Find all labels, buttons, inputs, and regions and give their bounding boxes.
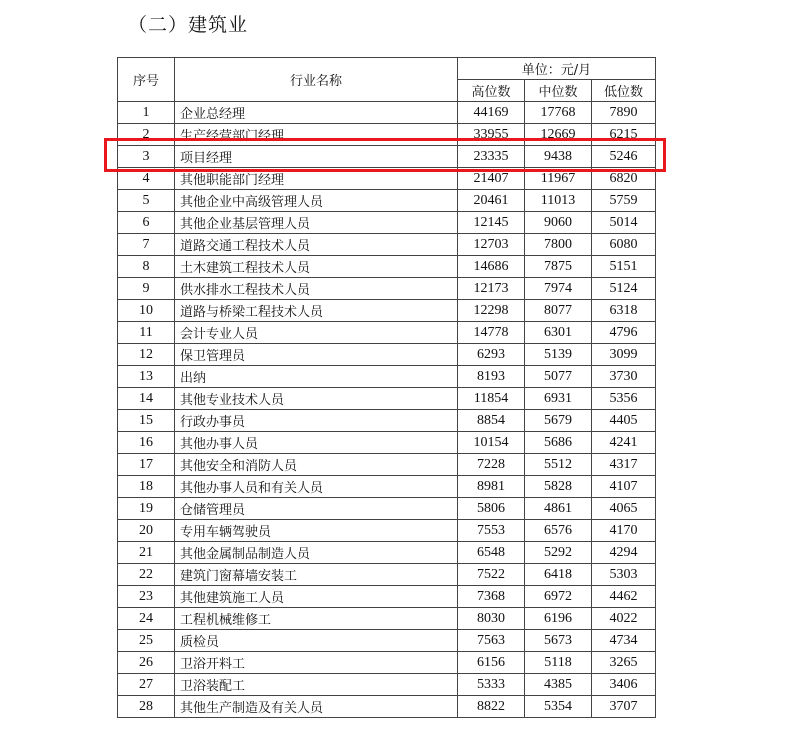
seq-cell: 27 xyxy=(118,674,175,696)
name-cell: 质检员 xyxy=(175,630,458,652)
table-row xyxy=(118,102,656,124)
seq-cell: 2 xyxy=(118,124,175,146)
high-cell: 8854 xyxy=(458,410,525,432)
name-cell: 会计专业人员 xyxy=(175,322,458,344)
seq-cell: 20 xyxy=(118,520,175,542)
low-cell: 3730 xyxy=(592,366,656,388)
table-row xyxy=(118,234,656,256)
seq-cell: 1 xyxy=(118,102,175,124)
name-cell: 其他企业中高级管理人员 xyxy=(175,190,458,212)
high-cell: 5806 xyxy=(458,498,525,520)
low-cell: 4170 xyxy=(592,520,656,542)
mid-cell: 5354 xyxy=(525,696,592,718)
seq-cell: 8 xyxy=(118,256,175,278)
name-cell: 其他安全和消防人员 xyxy=(175,454,458,476)
high-cell: 23335 xyxy=(458,146,525,168)
high-cell: 20461 xyxy=(458,190,525,212)
mid-cell: 7875 xyxy=(525,256,592,278)
mid-cell: 8077 xyxy=(525,300,592,322)
mid-cell: 7974 xyxy=(525,278,592,300)
mid-cell: 6301 xyxy=(525,322,592,344)
table-row xyxy=(118,476,656,498)
header-high: 高位数 xyxy=(458,80,525,102)
high-cell: 10154 xyxy=(458,432,525,454)
high-cell: 7228 xyxy=(458,454,525,476)
mid-cell: 4861 xyxy=(525,498,592,520)
seq-cell: 5 xyxy=(118,190,175,212)
low-cell: 7890 xyxy=(592,102,656,124)
high-cell: 6156 xyxy=(458,652,525,674)
low-cell: 5014 xyxy=(592,212,656,234)
low-cell: 4462 xyxy=(592,586,656,608)
high-cell: 7522 xyxy=(458,564,525,586)
seq-cell: 17 xyxy=(118,454,175,476)
high-cell: 11854 xyxy=(458,388,525,410)
name-cell: 保卫管理员 xyxy=(175,344,458,366)
table-row xyxy=(118,498,656,520)
mid-cell: 9438 xyxy=(525,146,592,168)
low-cell: 4317 xyxy=(592,454,656,476)
seq-cell: 3 xyxy=(118,146,175,168)
mid-cell: 5686 xyxy=(525,432,592,454)
mid-cell: 9060 xyxy=(525,212,592,234)
mid-cell: 11967 xyxy=(525,168,592,190)
seq-cell: 12 xyxy=(118,344,175,366)
table-row xyxy=(118,674,656,696)
name-cell: 其他企业基层管理人员 xyxy=(175,212,458,234)
name-cell: 其他专业技术人员 xyxy=(175,388,458,410)
mid-cell: 6972 xyxy=(525,586,592,608)
table-row xyxy=(118,696,656,718)
mid-cell: 4385 xyxy=(525,674,592,696)
header-seq: 序号 xyxy=(118,58,175,102)
table-row xyxy=(118,388,656,410)
mid-cell: 6196 xyxy=(525,608,592,630)
table-row xyxy=(118,366,656,388)
table-row xyxy=(118,190,656,212)
seq-cell: 6 xyxy=(118,212,175,234)
seq-cell: 9 xyxy=(118,278,175,300)
low-cell: 4294 xyxy=(592,542,656,564)
high-cell: 6293 xyxy=(458,344,525,366)
table-row xyxy=(118,278,656,300)
mid-cell: 5139 xyxy=(525,344,592,366)
low-cell: 3707 xyxy=(592,696,656,718)
high-cell: 8030 xyxy=(458,608,525,630)
seq-cell: 16 xyxy=(118,432,175,454)
mid-cell: 5292 xyxy=(525,542,592,564)
high-cell: 33955 xyxy=(458,124,525,146)
seq-cell: 7 xyxy=(118,234,175,256)
seq-cell: 18 xyxy=(118,476,175,498)
table-row xyxy=(118,652,656,674)
name-cell: 建筑门窗幕墙安装工 xyxy=(175,564,458,586)
name-cell: 出纳 xyxy=(175,366,458,388)
seq-cell: 13 xyxy=(118,366,175,388)
name-cell: 仓储管理员 xyxy=(175,498,458,520)
table-row xyxy=(118,586,656,608)
name-cell: 道路与桥梁工程技术人员 xyxy=(175,300,458,322)
name-cell: 其他职能部门经理 xyxy=(175,168,458,190)
header-low: 低位数 xyxy=(592,80,656,102)
name-cell: 工程机械维修工 xyxy=(175,608,458,630)
seq-cell: 10 xyxy=(118,300,175,322)
table-row xyxy=(118,432,656,454)
mid-cell: 5828 xyxy=(525,476,592,498)
mid-cell: 12669 xyxy=(525,124,592,146)
mid-cell: 17768 xyxy=(525,102,592,124)
name-cell: 其他办事人员 xyxy=(175,432,458,454)
high-cell: 12298 xyxy=(458,300,525,322)
mid-cell: 11013 xyxy=(525,190,592,212)
low-cell: 4405 xyxy=(592,410,656,432)
high-cell: 21407 xyxy=(458,168,525,190)
mid-cell: 5679 xyxy=(525,410,592,432)
low-cell: 5151 xyxy=(592,256,656,278)
table-row xyxy=(118,256,656,278)
seq-cell: 15 xyxy=(118,410,175,432)
seq-cell: 14 xyxy=(118,388,175,410)
low-cell: 5246 xyxy=(592,146,656,168)
high-cell: 7368 xyxy=(458,586,525,608)
name-cell: 其他金属制品制造人员 xyxy=(175,542,458,564)
low-cell: 4241 xyxy=(592,432,656,454)
mid-cell: 5673 xyxy=(525,630,592,652)
low-cell: 4734 xyxy=(592,630,656,652)
seq-cell: 26 xyxy=(118,652,175,674)
table-row xyxy=(118,520,656,542)
name-cell: 行政办事员 xyxy=(175,410,458,432)
table-row xyxy=(118,146,656,168)
name-cell: 其他办事人员和有关人员 xyxy=(175,476,458,498)
header-industry: 行业名称 xyxy=(175,58,458,102)
name-cell: 土木建筑工程技术人员 xyxy=(175,256,458,278)
high-cell: 14778 xyxy=(458,322,525,344)
table-row xyxy=(118,124,656,146)
seq-cell: 4 xyxy=(118,168,175,190)
low-cell: 6820 xyxy=(592,168,656,190)
name-cell: 供水排水工程技术人员 xyxy=(175,278,458,300)
seq-cell: 28 xyxy=(118,696,175,718)
name-cell: 卫浴开料工 xyxy=(175,652,458,674)
seq-cell: 25 xyxy=(118,630,175,652)
table-row xyxy=(118,212,656,234)
table-row xyxy=(118,344,656,366)
name-cell: 项目经理 xyxy=(175,146,458,168)
seq-cell: 21 xyxy=(118,542,175,564)
low-cell: 4065 xyxy=(592,498,656,520)
low-cell: 5356 xyxy=(592,388,656,410)
low-cell: 5759 xyxy=(592,190,656,212)
mid-cell: 5118 xyxy=(525,652,592,674)
high-cell: 5333 xyxy=(458,674,525,696)
name-cell: 道路交通工程技术人员 xyxy=(175,234,458,256)
table-row xyxy=(118,542,656,564)
header-unit: 单位：元/月 xyxy=(458,58,656,80)
high-cell: 8193 xyxy=(458,366,525,388)
low-cell: 5124 xyxy=(592,278,656,300)
section-title: （二）建筑业 xyxy=(128,14,249,36)
table-row xyxy=(118,168,656,190)
seq-cell: 11 xyxy=(118,322,175,344)
seq-cell: 19 xyxy=(118,498,175,520)
mid-cell: 7800 xyxy=(525,234,592,256)
mid-cell: 6418 xyxy=(525,564,592,586)
low-cell: 6318 xyxy=(592,300,656,322)
high-cell: 12703 xyxy=(458,234,525,256)
low-cell: 4107 xyxy=(592,476,656,498)
low-cell: 6080 xyxy=(592,234,656,256)
low-cell: 4796 xyxy=(592,322,656,344)
high-cell: 12145 xyxy=(458,212,525,234)
header-mid: 中位数 xyxy=(525,80,592,102)
low-cell: 6215 xyxy=(592,124,656,146)
low-cell: 3406 xyxy=(592,674,656,696)
high-cell: 44169 xyxy=(458,102,525,124)
wage-table xyxy=(117,57,656,718)
name-cell: 企业总经理 xyxy=(175,102,458,124)
low-cell: 3265 xyxy=(592,652,656,674)
high-cell: 7563 xyxy=(458,630,525,652)
low-cell: 5303 xyxy=(592,564,656,586)
seq-cell: 23 xyxy=(118,586,175,608)
high-cell: 7553 xyxy=(458,520,525,542)
name-cell: 专用车辆驾驶员 xyxy=(175,520,458,542)
table-row xyxy=(118,564,656,586)
high-cell: 8981 xyxy=(458,476,525,498)
low-cell: 4022 xyxy=(592,608,656,630)
high-cell: 6548 xyxy=(458,542,525,564)
mid-cell: 6931 xyxy=(525,388,592,410)
table-row xyxy=(118,454,656,476)
table-row xyxy=(118,322,656,344)
name-cell: 卫浴装配工 xyxy=(175,674,458,696)
low-cell: 3099 xyxy=(592,344,656,366)
high-cell: 14686 xyxy=(458,256,525,278)
mid-cell: 6576 xyxy=(525,520,592,542)
name-cell: 生产经营部门经理 xyxy=(175,124,458,146)
seq-cell: 24 xyxy=(118,608,175,630)
table-row xyxy=(118,630,656,652)
high-cell: 8822 xyxy=(458,696,525,718)
name-cell: 其他建筑施工人员 xyxy=(175,586,458,608)
name-cell: 其他生产制造及有关人员 xyxy=(175,696,458,718)
mid-cell: 5512 xyxy=(525,454,592,476)
high-cell: 12173 xyxy=(458,278,525,300)
mid-cell: 5077 xyxy=(525,366,592,388)
table-row xyxy=(118,608,656,630)
table-row xyxy=(118,410,656,432)
seq-cell: 22 xyxy=(118,564,175,586)
table-row xyxy=(118,300,656,322)
